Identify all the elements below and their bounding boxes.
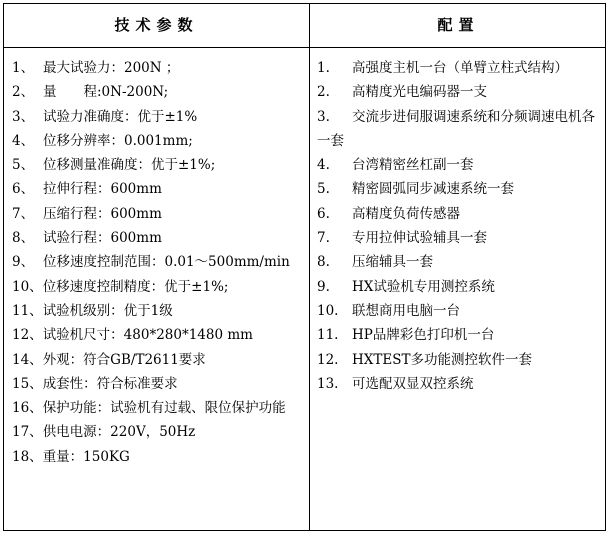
spec-item (12, 226, 304, 250)
config-item (317, 56, 600, 80)
config-text: 联想商用电脑一台 (352, 302, 460, 319)
spec-text: 压缩行程：600mm (43, 205, 162, 222)
spec-table (3, 3, 606, 531)
config-number: 13. (317, 375, 339, 392)
spec-text: 试验机尺寸：480*280*1480 mm (42, 327, 253, 344)
config-item (317, 348, 600, 372)
config-text: 高强度主机一台（单臂立柱式结构） (352, 60, 568, 76)
config-item (317, 153, 600, 177)
header-divider (4, 47, 605, 48)
spec-number: 15、 (12, 375, 43, 392)
config-text: 可选配双显双控系统 (352, 375, 474, 392)
spec-number: 18、 (12, 448, 43, 465)
spec-text: 成套性：符合标准要求 (42, 375, 178, 392)
spec-number: 6、 (12, 181, 35, 198)
spec-item (12, 153, 304, 177)
config-item (317, 250, 600, 274)
config-item (317, 299, 600, 323)
config-number: 1. (317, 60, 330, 76)
config-item (317, 275, 600, 299)
spec-number: 9、 (12, 254, 35, 271)
spec-number: 12、 (12, 327, 43, 344)
spec-number: 7、 (12, 205, 35, 222)
spec-number: 3、 (12, 108, 35, 125)
spec-number: 2、 (12, 84, 35, 101)
spec-text: 最大试验力：200N ； (43, 60, 180, 76)
header-config: 配置 (437, 16, 480, 34)
spec-item (12, 129, 304, 153)
spec-item (12, 177, 304, 201)
spec-text: 重量：150KG (42, 448, 130, 465)
spec-number: 5、 (12, 157, 35, 174)
config-number: 11. (317, 327, 339, 344)
config-text: 交流步进伺服调速系统和分频调速电机各一套 (317, 108, 595, 149)
config-text: 高精度光电编码器一支 (352, 84, 487, 101)
config-text: 专用拉伸试验辅具一套 (352, 230, 487, 247)
spec-number: 8、 (12, 230, 35, 247)
config-item (317, 177, 600, 201)
config-number: 8. (317, 254, 330, 271)
config-text: 精密圆弧同步减速系统一套 (352, 181, 514, 198)
spec-text: 位移测量准确度：优于±1%; (43, 157, 216, 174)
spec-item (12, 80, 304, 104)
config-number: 4. (317, 157, 330, 174)
config-number: 10. (317, 302, 339, 319)
spec-item (12, 348, 304, 372)
config-item (317, 105, 600, 154)
spec-item (12, 372, 304, 396)
config-list (317, 56, 600, 396)
config-item (317, 372, 600, 396)
header-specs: 技术参数 (114, 16, 199, 34)
spec-number: 1、 (12, 60, 35, 76)
config-number: 3. (317, 108, 330, 125)
spec-number: 17、 (12, 424, 43, 441)
spec-text: 量 程:0N-200N; (43, 84, 169, 101)
spec-number: 10、 (12, 278, 43, 295)
spec-text: 位移分辨率：0.001mm; (43, 132, 193, 149)
config-text: HX试验机专用测控系统 (352, 278, 495, 295)
config-number: 9. (317, 278, 330, 295)
spec-text: 试验行程：600mm (43, 230, 162, 247)
spec-number: 11、 (12, 302, 43, 319)
spec-item (12, 445, 304, 469)
config-number: 5. (317, 181, 330, 198)
config-text: 压缩辅具一套 (352, 254, 433, 271)
config-text: HP品牌彩色打印机一台 (352, 327, 495, 344)
spec-item (12, 202, 304, 226)
config-text: 台湾精密丝杠副一套 (352, 157, 474, 174)
spec-item (12, 299, 304, 323)
spec-number: 4、 (12, 132, 35, 149)
spec-text: 试验力准确度：优于±1% (43, 108, 198, 125)
spec-item (12, 250, 304, 274)
spec-text: 保护功能：试验机有过载、限位保护功能 (42, 400, 286, 417)
spec-item (12, 396, 304, 420)
config-item (317, 226, 600, 250)
config-item (317, 80, 600, 104)
column-divider (309, 4, 310, 530)
spec-number: 16、 (12, 400, 43, 417)
spec-text: 位移速度控制精度：优于±1%; (42, 278, 229, 295)
config-item (317, 202, 600, 226)
specs-list (12, 56, 304, 469)
spec-item (12, 275, 304, 299)
config-number: 2. (317, 84, 330, 101)
spec-text: 位移速度控制范围：0.01～500mm/min (43, 254, 290, 271)
spec-text: 拉伸行程：600mm (43, 181, 162, 198)
config-number: 6. (317, 205, 330, 222)
config-item (317, 323, 600, 347)
config-number: 12. (317, 351, 339, 368)
spec-number: 14、 (12, 351, 43, 368)
spec-text: 外观：符合GB/T2611要求 (42, 351, 206, 368)
spec-text: 供电电源：220V，50Hz (42, 424, 196, 441)
spec-item (12, 105, 304, 129)
spec-text: 试验机级别：优于1级 (42, 302, 173, 319)
spec-item (12, 323, 304, 347)
config-number: 7. (317, 230, 330, 247)
spec-item (12, 56, 304, 80)
config-text: HXTEST多功能测控软件一套 (352, 351, 532, 368)
spec-item (12, 420, 304, 444)
config-text: 高精度负荷传感器 (352, 205, 460, 222)
